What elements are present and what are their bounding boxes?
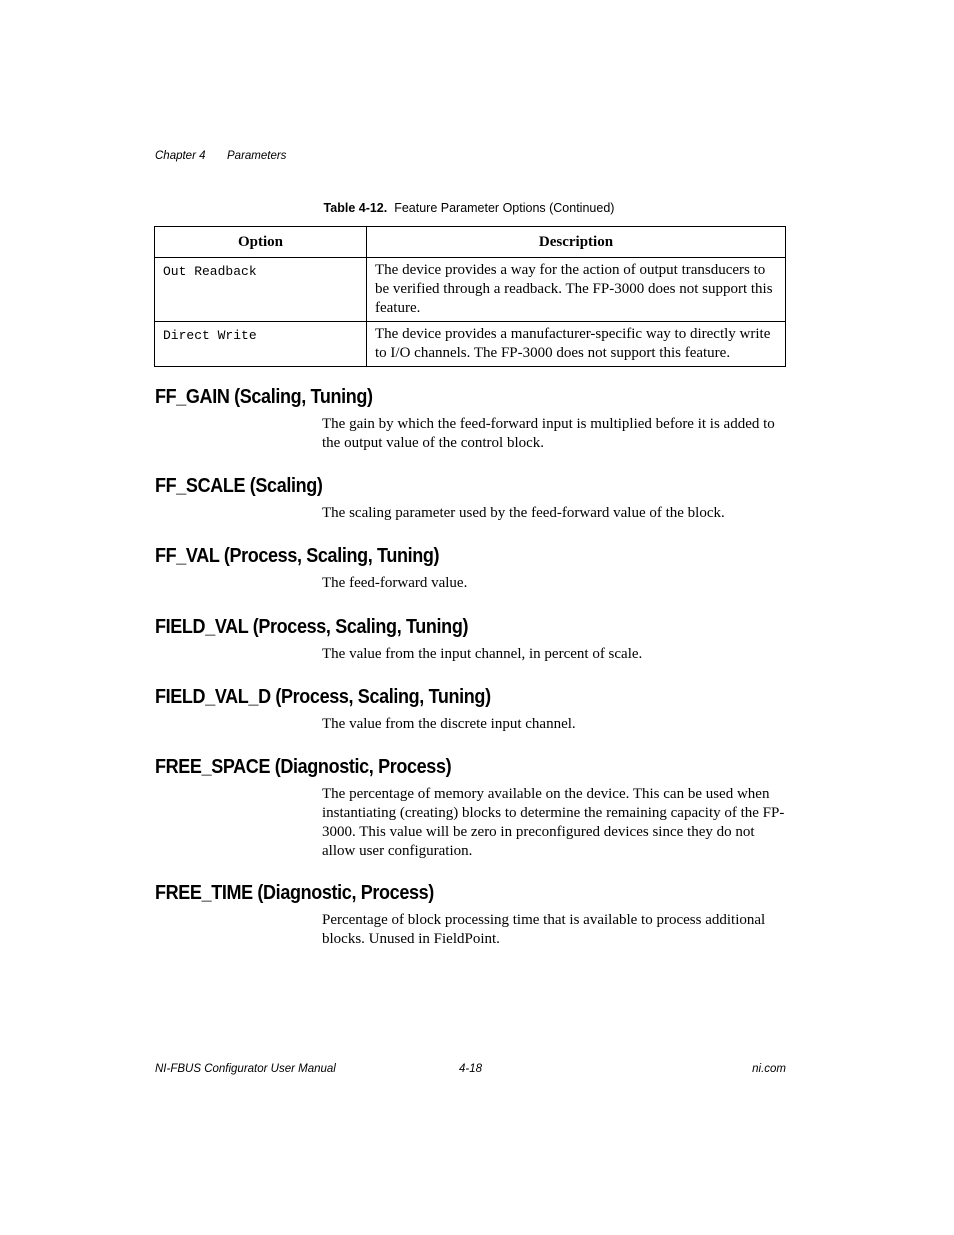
table-number: Table 4-12.	[323, 201, 388, 215]
footer-site-link[interactable]: ni.com	[752, 1063, 786, 1075]
footer-page-number: 4-18	[459, 1063, 483, 1075]
parameter-entry	[155, 616, 786, 664]
parameter-heading: FF_VAL (Process, Scaling, Tuning)	[155, 545, 440, 567]
parameter-description: The value from the discrete input channel.	[322, 716, 576, 732]
column-header-option: Option	[155, 227, 367, 258]
parameter-description: The gain by which the feed-forward input is multiplied before it is added to the output value of the control block.	[322, 416, 775, 451]
parameter-description: The value from the input channel, in percent of scale.	[322, 646, 643, 662]
parameter-heading: FREE_TIME (Diagnostic, Process)	[155, 882, 434, 904]
running-head	[155, 150, 286, 162]
table-row	[155, 258, 786, 322]
table-row	[155, 322, 786, 367]
parameter-entry	[155, 882, 786, 949]
parameter-entry	[155, 545, 786, 593]
chapter-label: Chapter 4	[155, 150, 206, 162]
parameter-description: The percentage of memory available on the device. This can be used when instantiating (creating) blocks to determine the remaining capacity of the FP-3000. This value will be zero in preconfigured devices since they do not allow user configuration.	[322, 786, 785, 859]
description-cell: The device provides a way for the action of output transducers to be verified through a readback. The FP-3000 does not support this feature.	[367, 258, 786, 322]
column-header-description: Description	[367, 227, 786, 258]
table-header-row	[155, 227, 786, 258]
parameter-description: Percentage of block processing time that is available to process additional blocks. Unused in FieldPoint.	[322, 912, 766, 947]
parameter-entry	[155, 756, 786, 861]
parameter-heading: FF_SCALE (Scaling)	[155, 475, 323, 497]
section-label: Parameters	[227, 150, 287, 162]
parameter-heading: FREE_SPACE (Diagnostic, Process)	[155, 756, 452, 778]
table-title: Feature Parameter Options (Continued)	[394, 201, 615, 215]
option-cell: Direct Write	[155, 322, 367, 367]
parameter-description: The scaling parameter used by the feed-forward value of the block.	[322, 505, 725, 521]
table-caption	[0, 201, 938, 215]
option-cell: Out Readback	[155, 258, 367, 322]
parameter-heading: FIELD_VAL_D (Process, Scaling, Tuning)	[155, 686, 491, 708]
parameter-heading: FIELD_VAL (Process, Scaling, Tuning)	[155, 616, 469, 638]
parameter-heading: FF_GAIN (Scaling, Tuning)	[155, 386, 373, 408]
parameter-entry	[155, 386, 786, 453]
description-cell: The device provides a manufacturer-specific way to directly write to I/O channels. The FP-3000 does not support this feature.	[367, 322, 786, 367]
parameter-entry	[155, 686, 786, 734]
feature-options-table	[154, 226, 786, 367]
parameter-description: The feed-forward value.	[322, 575, 468, 591]
footer-manual-title: NI-FBUS Configurator User Manual	[155, 1063, 336, 1075]
parameter-entry	[155, 475, 786, 523]
